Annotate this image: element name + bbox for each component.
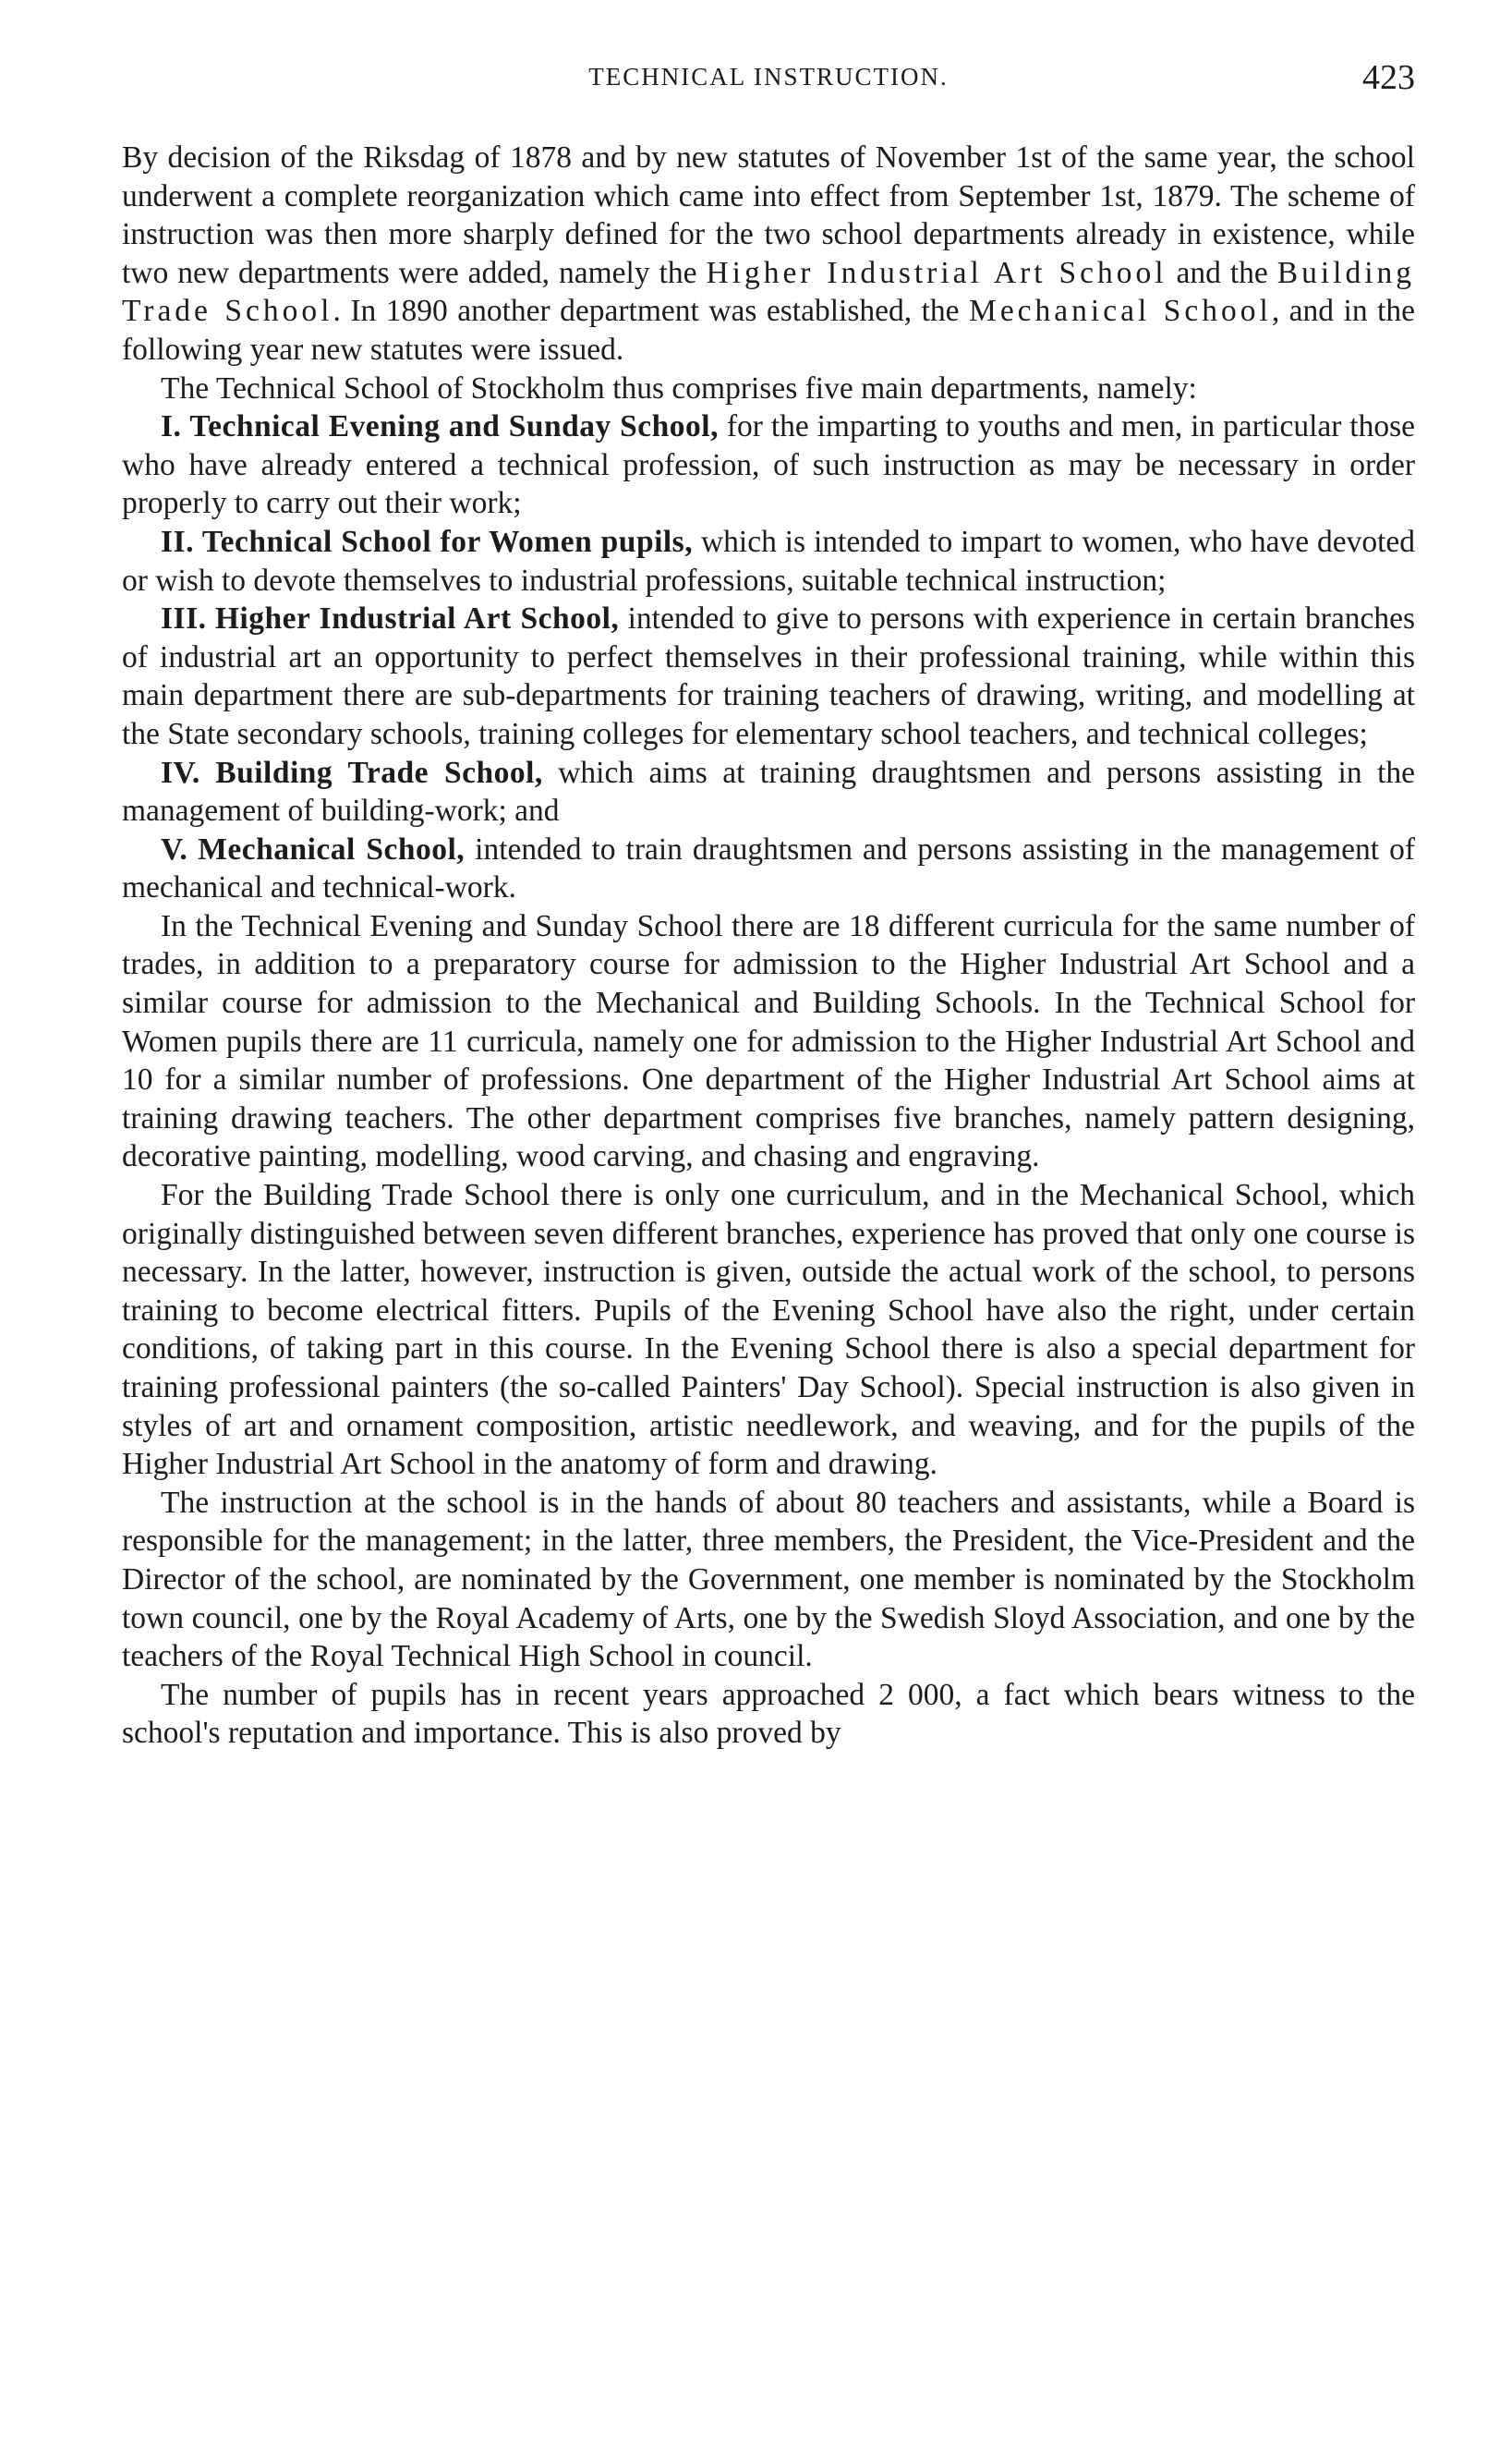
body-text	[122, 139, 1415, 1753]
paragraph-departments-intro: The Technical School of Stockholm thus comprises five main departments, namely:	[161, 370, 1197, 406]
department-name: Technical School for Women pupils,	[201, 524, 694, 559]
department-item	[122, 600, 1415, 753]
department-item	[122, 523, 1415, 600]
department-description: intended to give to persons with experience in certain branches of industrial art an opportunity to perfect themselves in their professional training, while within this main department there are sub-departments for training teachers of drawing, writing, and modelling at the State secondary schools, training colleges for elementary school teachers, and technical colleges;	[122, 601, 1416, 751]
department-description: for the imparting to youths and men, in particular those who have already entered a technical profession, of such instruction as may be necessary in order properly to carry out their work;	[122, 409, 1415, 521]
department-number: IV.	[161, 755, 200, 790]
running-head: TECHNICAL INSTRUCTION.	[588, 63, 949, 91]
dept-name-building-trade: Building Trade School	[122, 255, 1416, 329]
dept-name-mechanical: Mechanical School	[969, 294, 1272, 329]
department-description: intended to train draughtsmen and persons assisting in the management of mechanical and technical-work.	[122, 832, 1415, 905]
department-item	[122, 754, 1415, 831]
text-segment: , and in the following year new statutes were issued.	[122, 294, 1416, 367]
text-segment: and the	[1167, 255, 1277, 290]
dept-name-higher-industrial-art: Higher Industrial Art School	[706, 255, 1167, 290]
text-segment: By decision of the Riksdag of 1878 and by new statutes of November 1st of the same year, the school underwent a complete reorganization which came into effect from September 1st, 1879. The scheme of instruction was then more sharply defined for the two school departments already in existence, while two new departments were added, namely the	[122, 140, 1415, 290]
page-number: 423	[1362, 58, 1415, 97]
department-item	[122, 831, 1415, 907]
department-number: III.	[161, 601, 207, 637]
department-item	[122, 407, 1415, 523]
department-name: Building Trade School,	[215, 755, 543, 790]
department-name: Mechanical School,	[198, 832, 466, 867]
paragraph-teachers-board: The instruction at the school is in the hands of about 80 teachers and assistants, while a Board is responsible for the management; in the latter, three members, the President, the Vice-President and the Director of the school, are nominated by the Government, one member is nominated by the Stockholm town council, one by the Royal Academy of Arts, one by the Swedish Sloyd Association, and one by the teachers of the Royal Technical High School in council.	[122, 1485, 1415, 1674]
text-segment: . In 1890 another department was established, the	[333, 294, 970, 329]
page-header	[122, 58, 1415, 109]
department-description: which is intended to impart to women, who have devoted or wish to devote themselves to industrial professions, suitable technical instruction;	[122, 524, 1416, 598]
department-number: V.	[161, 832, 188, 867]
paragraph-reorganization	[122, 139, 1415, 370]
department-name: Technical Evening and Sunday School,	[189, 409, 719, 444]
paragraph-pupils: The number of pupils has in recent years approached 2 000, a fact which bears witness to the school's reputation and importance. This is also proved by	[122, 1677, 1415, 1751]
department-name: Higher Industrial Art School,	[214, 601, 620, 637]
paragraph-curricula: In the Technical Evening and Sunday School there are 18 different curricula for the same number of trades, in addition to a preparatory course for admission to the Higher Industrial Art School and a similar course for admission to the Mechanical and Building Schools. In the Technical School for Women pupils there are 11 curricula, namely one for admission to the Higher Industrial Art School and 10 for a similar number of professions. One department of the Higher Industrial Art School aims at training drawing teachers. The other department comprises five branches, namely pattern designing, decorative painting, modelling, wood carving, and chasing and engraving.	[122, 908, 1415, 1174]
department-description: which aims at training draughtsmen and persons assisting in the management of building-work; and	[122, 755, 1415, 829]
department-number: I.	[161, 409, 182, 444]
paragraph-building-mechanical: For the Building Trade School there is only one curriculum, and in the Mechanical School, which originally distinguished between seven different branches, experience has proved that only one course is necessary. In the latter, however, instruction is given, outside the actual work of the school, to persons training to become electrical fitters. Pupils of the Evening School have also the right, under certain conditions, of taking part in this course. In the Evening School there is also a special department for training professional painters (the so-called Painters' Day School). Special instruction is also given in styles of art and ornament composition, artistic needlework, and weaving, and for the pupils of the Higher Industrial Art School in the anatomy of form and drawing.	[122, 1178, 1415, 1482]
department-number: II.	[161, 524, 194, 559]
